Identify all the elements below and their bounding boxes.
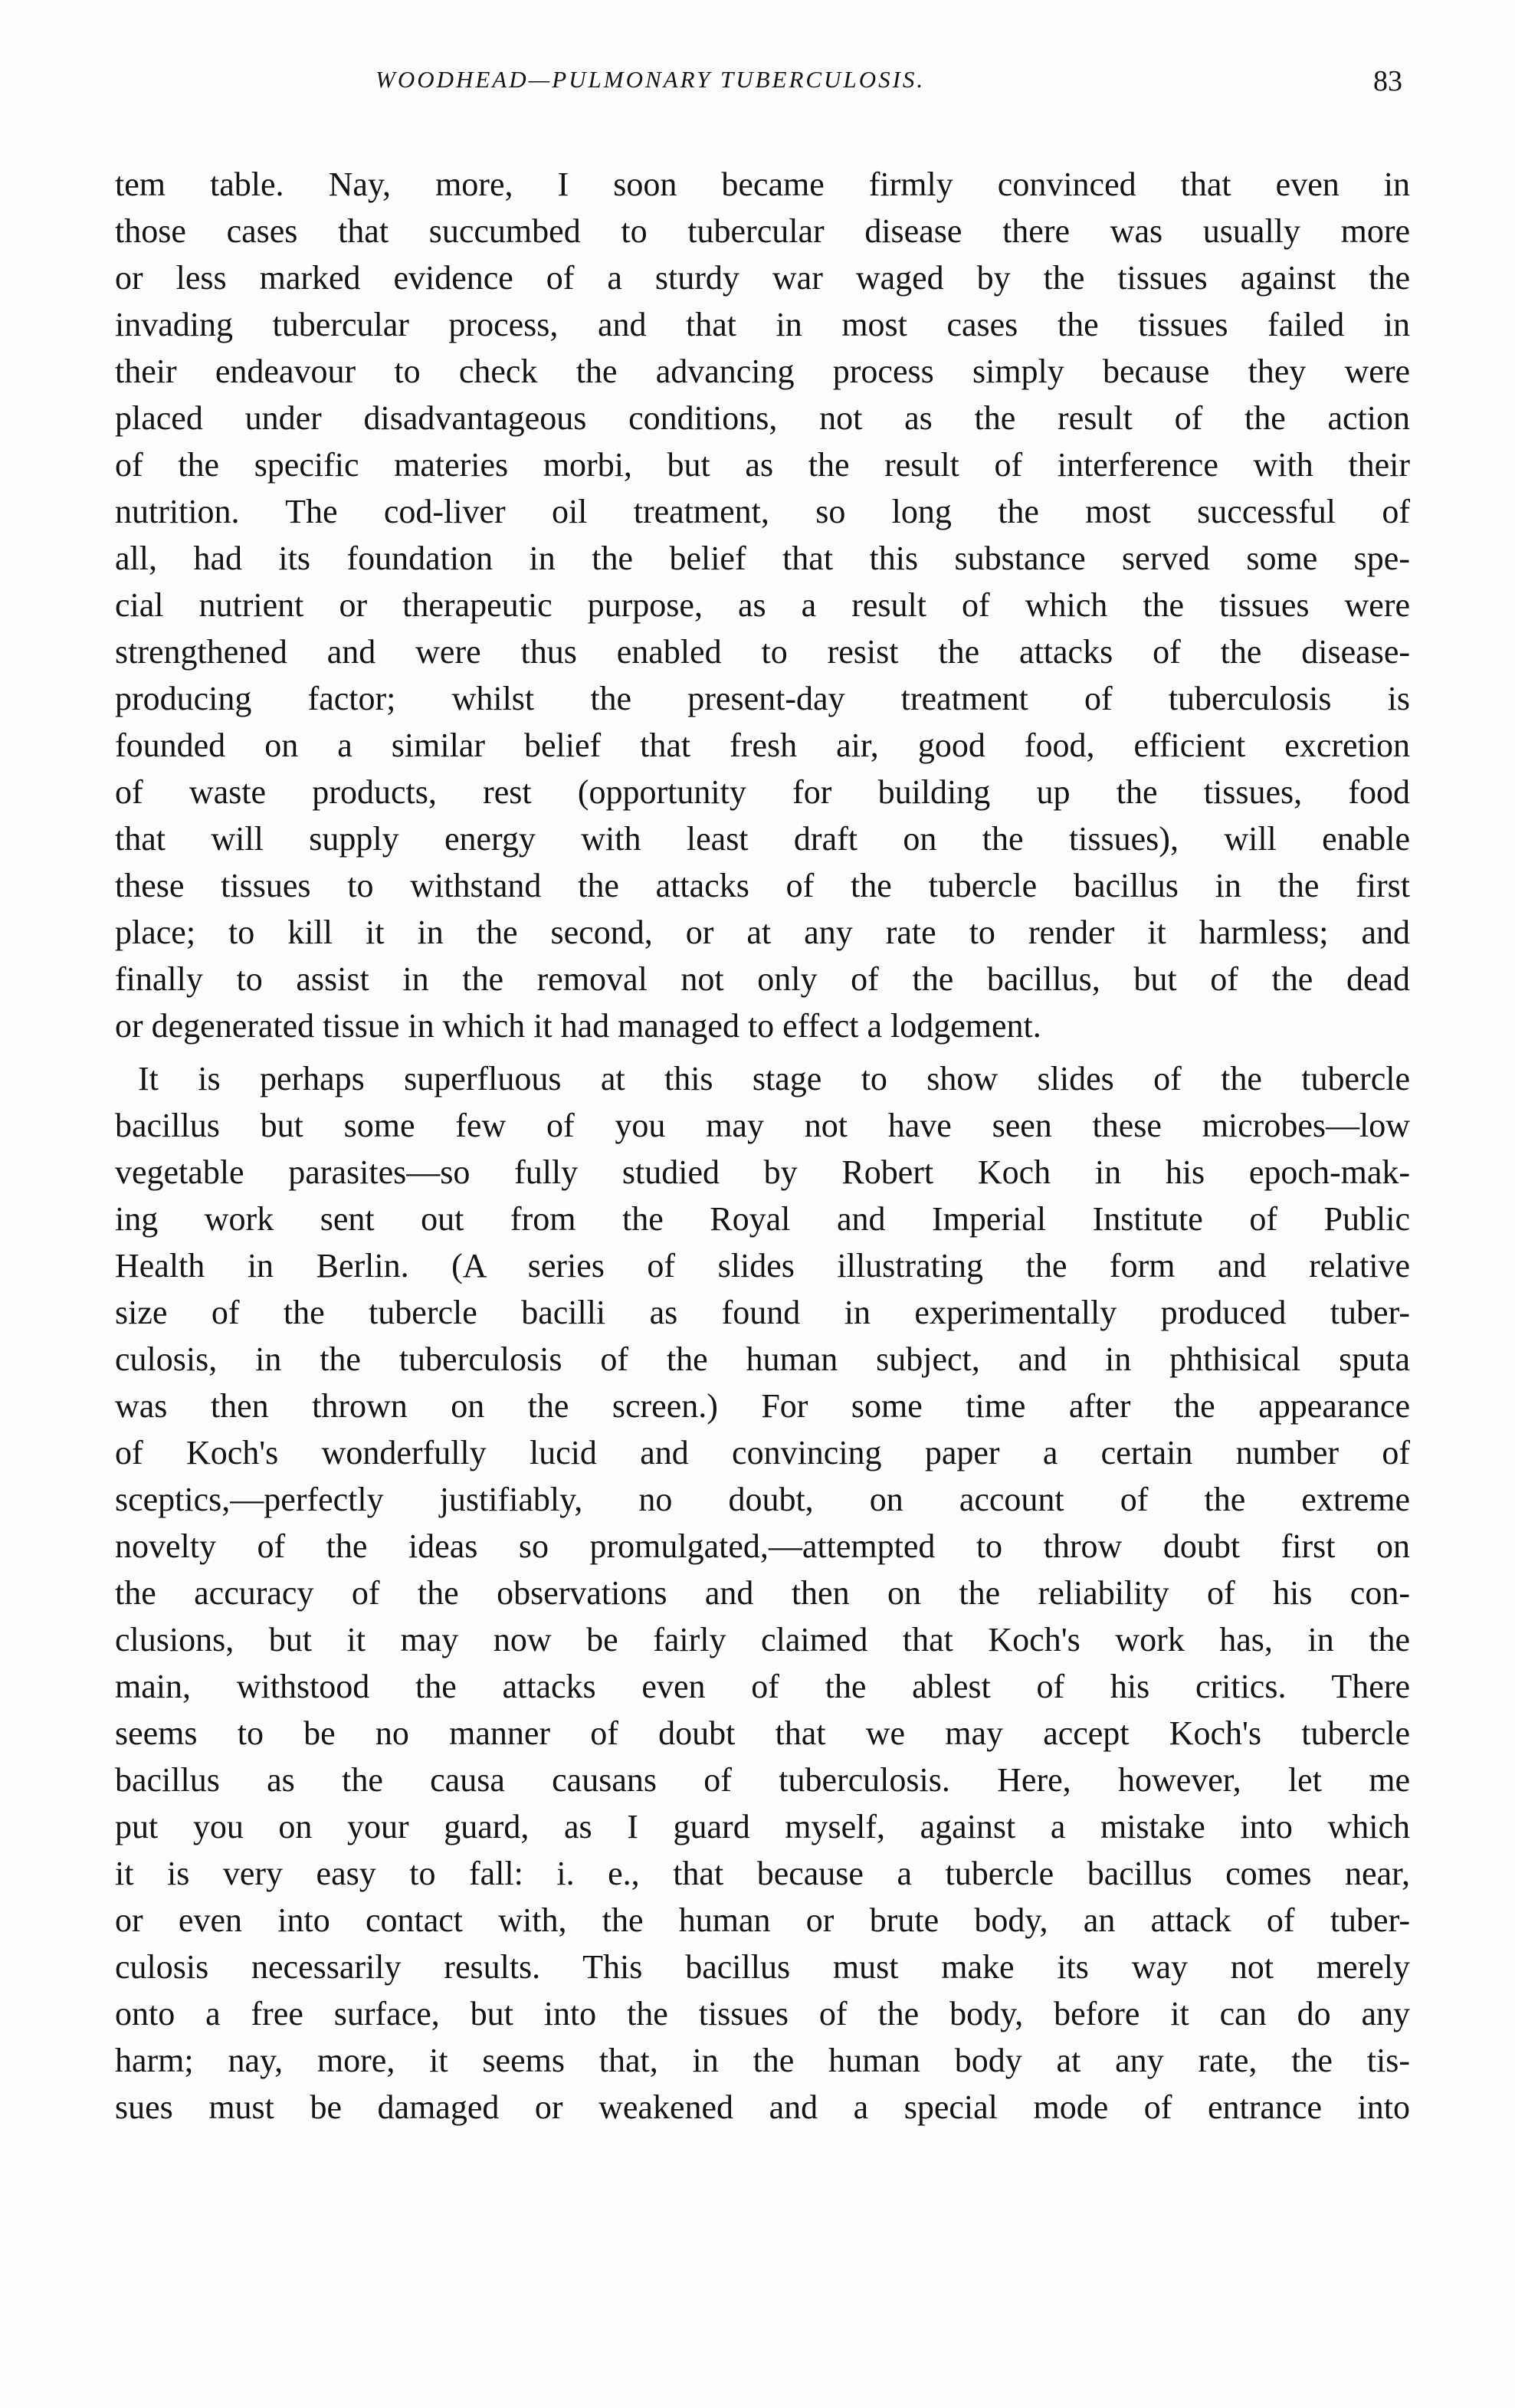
text-line: nutrition. The cod-liver oil treatment, so long the most successful of: [115, 493, 1410, 530]
text-line: place; to kill it in the second, or at any rate to render it harmless; and: [115, 914, 1410, 951]
text-line: all, had its foundation in the belief that this substance served some spe-: [115, 540, 1410, 577]
text-line: sceptics,—perfectly justifiably, no doubt, on account of the extreme: [115, 1481, 1410, 1518]
text-line: that will supply energy with least draft on the tissues), will enable: [115, 820, 1410, 858]
text-line: onto a free surface, but into the tissues of the body, before it can do any: [115, 1995, 1410, 2032]
text-line: main, withstood the attacks even of the ablest of his critics. There: [115, 1668, 1410, 1705]
text-line: clusions, but it may now be fairly claimed that Koch's work has, in the: [115, 1621, 1410, 1658]
text-line: those cases that succumbed to tubercular disease there was usually more: [115, 212, 1410, 250]
text-line: seems to be no manner of doubt that we may accept Koch's tubercle: [115, 1714, 1410, 1752]
text-line: of the specific materies morbi, but as the result of interference with their: [115, 446, 1410, 484]
text-line: It is perhaps superfluous at this stage to show slides of the tubercle: [138, 1060, 1410, 1097]
text-line: of Koch's wonderfully lucid and convincing paper a certain number of: [115, 1434, 1410, 1471]
text-line: harm; nay, more, it seems that, in the human body at any rate, the tis-: [115, 2042, 1410, 2079]
text-line: ing work sent out from the Royal and Imperial Institute of Public: [115, 1200, 1410, 1238]
text-line: or degenerated tissue in which it had managed to effect a lodgement.: [115, 1007, 1041, 1045]
text-line: tem table. Nay, more, I soon became firmly convinced that even in: [115, 166, 1410, 203]
text-line: sues must be damaged or weakened and a special mode of entrance into: [115, 2088, 1410, 2126]
text-line: Health in Berlin. (A series of slides illustrating the form and relative: [115, 1247, 1410, 1284]
text-line: these tissues to withstand the attacks of the tubercle bacillus in the first: [115, 867, 1410, 904]
text-line: invading tubercular process, and that in most cases the tissues failed in: [115, 306, 1410, 343]
text-line: placed under disadvantageous conditions, not as the result of the action: [115, 399, 1410, 437]
text-line: the accuracy of the observations and then on the reliability of his con-: [115, 1574, 1410, 1612]
paragraph-gap: [115, 1049, 1410, 1055]
text-line: novelty of the ideas so promulgated,—attempted to throw doubt first on: [115, 1527, 1410, 1565]
text-line: culosis, in the tuberculosis of the human subject, and in phthisical sputa: [115, 1340, 1410, 1378]
text-line: of waste products, rest (opportunity for building up the tissues, food: [115, 773, 1410, 811]
text-line: finally to assist in the removal not only of the bacillus, but of the dead: [115, 960, 1410, 998]
text-line: their endeavour to check the advancing process simply because they were: [115, 353, 1410, 390]
text-line: or less marked evidence of a sturdy war waged by the tissues against the: [115, 259, 1410, 297]
body-text: [115, 161, 1410, 2131]
text-line: bacillus but some few of you may not have seen these microbes—low: [115, 1107, 1410, 1144]
text-line: producing factor; whilst the present-day treatment of tuberculosis is: [115, 680, 1410, 717]
text-line: founded on a similar belief that fresh air, good food, efficient excretion: [115, 727, 1410, 764]
paragraph-1: [115, 161, 1410, 1049]
running-head: [115, 66, 1418, 112]
page-number: 83: [1373, 65, 1402, 97]
paragraph-2: [115, 1055, 1410, 2131]
text-line: bacillus as the causa causans of tuberculosis. Here, however, let me: [115, 1761, 1410, 1799]
text-line: strengthened and were thus enabled to resist the attacks of the disease-: [115, 633, 1410, 671]
text-line: it is very easy to fall: i. e., that because a tubercle bacillus comes near,: [115, 1855, 1410, 1892]
text-line: size of the tubercle bacilli as found in experimentally produced tuber-: [115, 1294, 1410, 1331]
text-line: put you on your guard, as I guard myself, against a mistake into which: [115, 1808, 1410, 1845]
text-line: culosis necessarily results. This bacillus must make its way not merely: [115, 1948, 1410, 1986]
text-line: or even into contact with, the human or brute body, an attack of tuber-: [115, 1901, 1410, 1939]
running-title: WOODHEAD—PULMONARY TUBERCULOSIS.: [375, 66, 926, 93]
text-line: vegetable parasites—so fully studied by Robert Koch in his epoch-mak-: [115, 1153, 1410, 1191]
text-line: cial nutrient or therapeutic purpose, as a result of which the tissues were: [115, 586, 1410, 624]
text-line: was then thrown on the screen.) For some time after the appearance: [115, 1387, 1410, 1425]
